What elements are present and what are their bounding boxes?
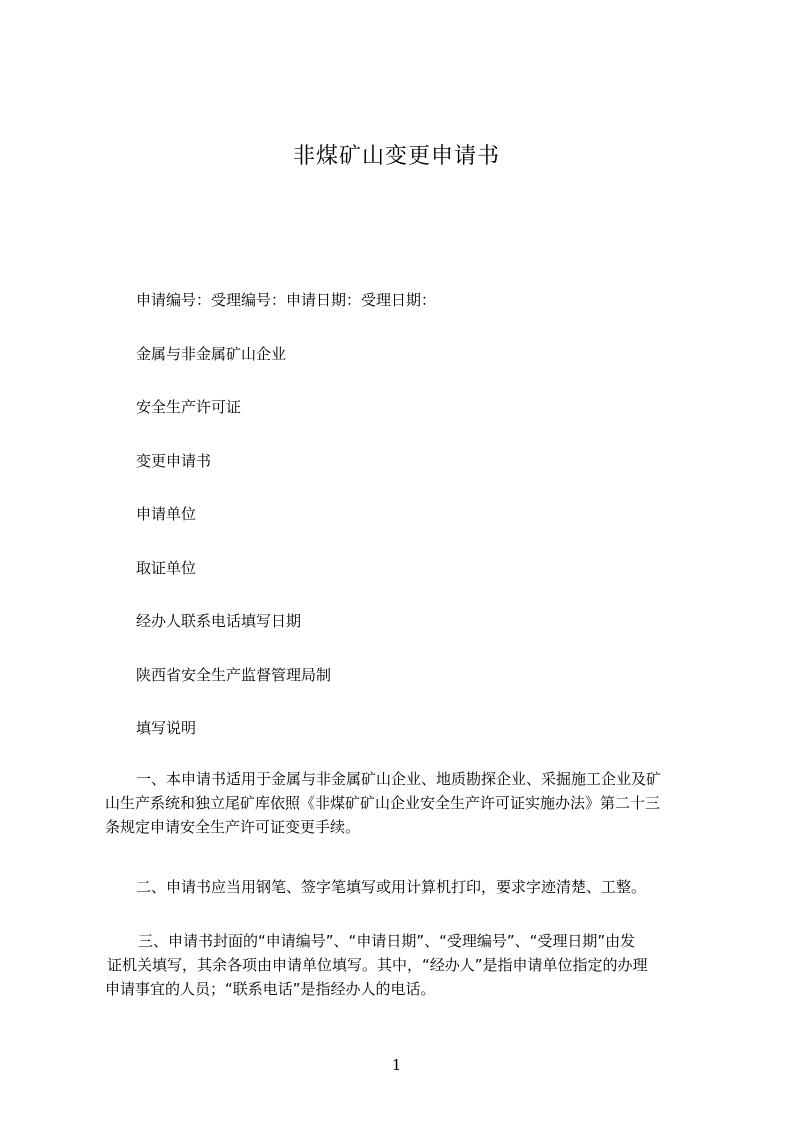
paragraph-line: 一、本申请书适用于金属与非金属矿山企业、地质勘探企业、采掘施工企业及矿 [136,770,662,788]
certificate-unit-label: 取证单位 [136,559,197,577]
document-title: 非煤矿山变更申请书 [292,144,500,169]
enterprise-type-line: 金属与非金属矿山企业 [136,345,287,363]
instruction-paragraph-1 [105,767,661,839]
instruction-paragraph-2 [136,875,646,899]
license-name-line: 安全生产许可证 [136,398,242,416]
paragraph-line: 申请事宜的人员；“联系电话”是指经办人的电话。 [105,980,436,998]
paragraph-line: 条规定申请安全生产许可证变更手续。 [105,818,361,836]
contact-info-labels: 经办人联系电话填写日期 [136,612,302,630]
application-number-fields: 申请编号：受理编号：申请日期：受理日期： [136,291,437,309]
instruction-paragraph-3 [105,929,648,1001]
form-name-line: 变更申请书 [136,452,212,470]
instructions-heading: 填写说明 [136,719,197,737]
page-number: 1 [391,1056,402,1074]
applicant-unit-label: 申请单位 [136,505,197,523]
issuing-authority-line: 陕西省安全生产监督管理局制 [136,666,332,684]
paragraph-line: 山生产系统和独立尾矿库依照《非煤矿矿山企业安全生产许可证实施办法》第二十三 [105,794,661,812]
paragraph-line: 证机关填写，其余各项由申请单位填写。其中，“经办人”是指申请单位指定的办理 [107,956,648,974]
paragraph-line: 二、申请书应当用钢笔、签字笔填写或用计算机打印，要求字迹清楚、工整。 [136,878,647,896]
paragraph-line: 三、申请书封面的“申请编号”、“申请日期”、“受理编号”、“受理日期”由发 [138,932,636,950]
